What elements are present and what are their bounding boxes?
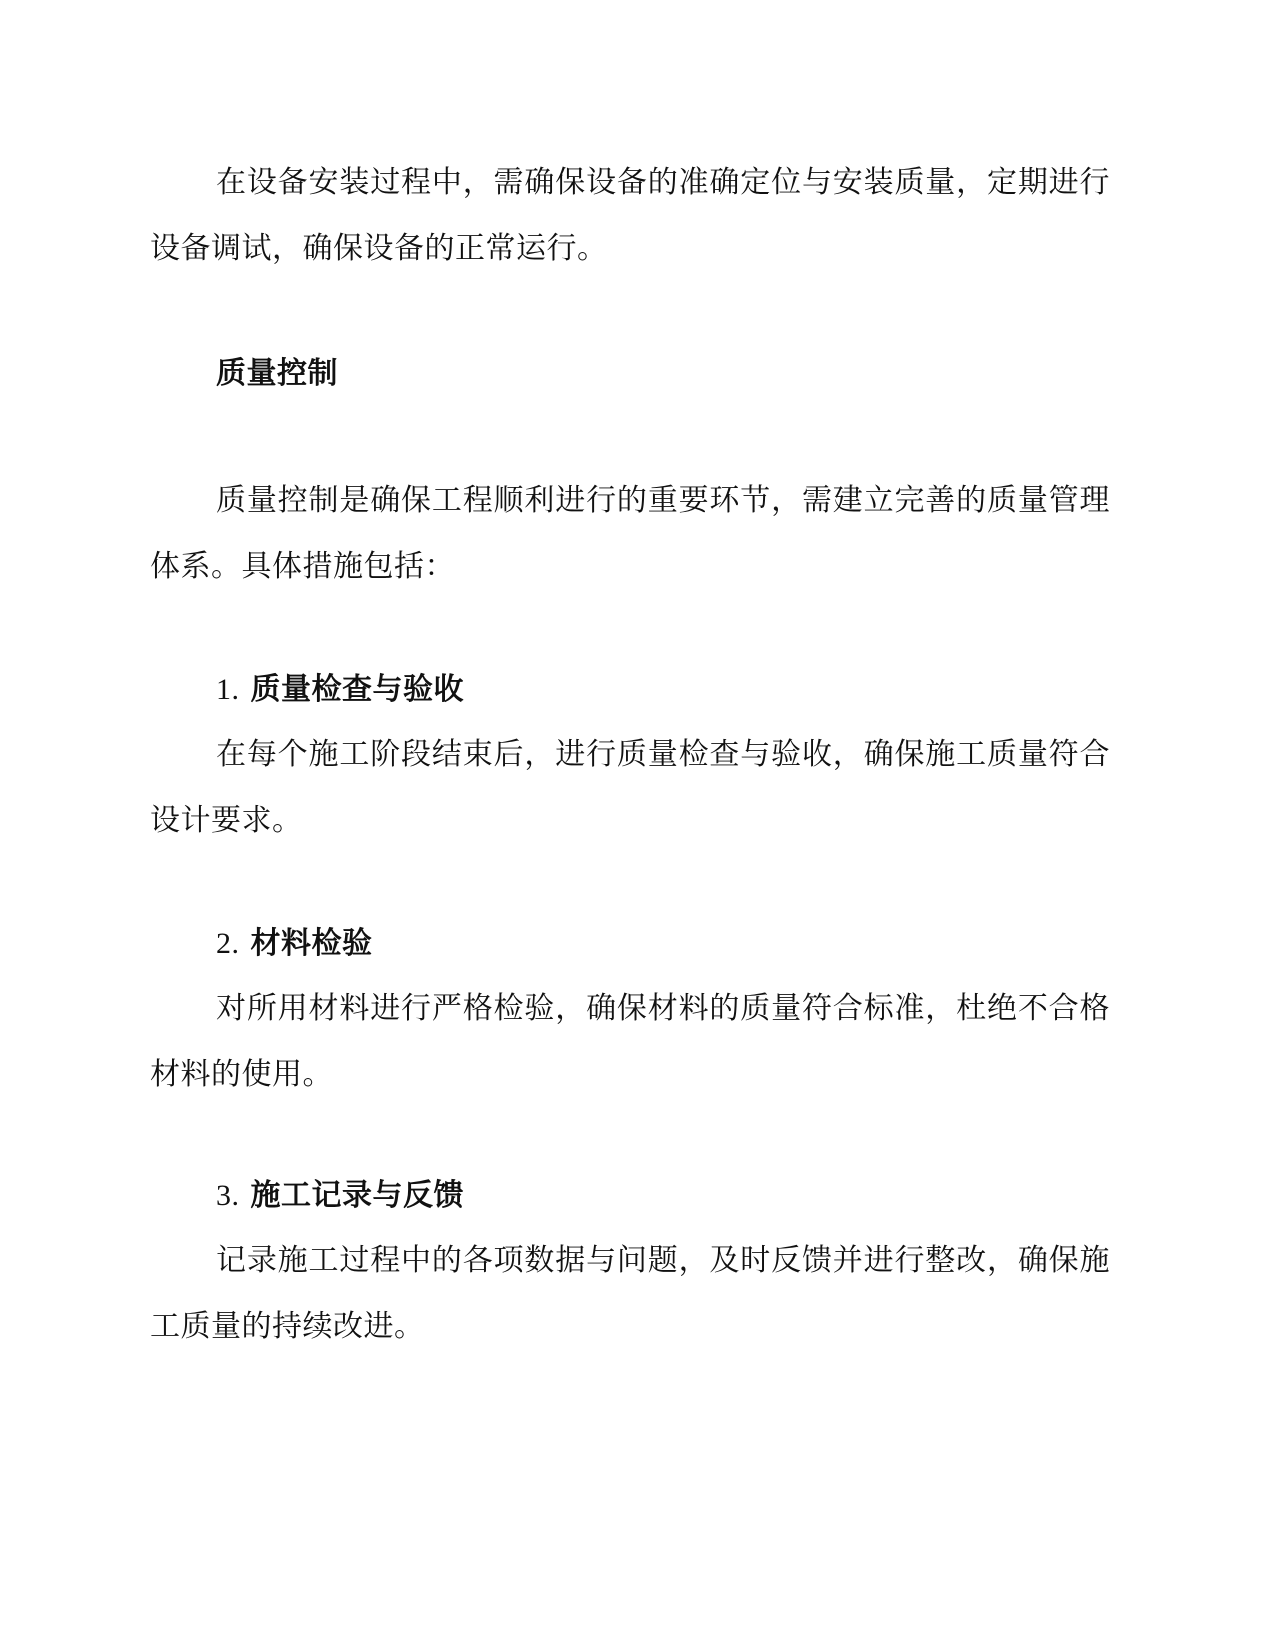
item-2-number: 2.	[216, 927, 240, 960]
item-3-body: 记录施工过程中的各项数据与问题，及时反馈并进行整改，确保施工质量的持续改进。	[150, 1243, 1110, 1344]
item-1-title-text: 质量检查与验收	[250, 672, 464, 707]
item-3-number: 3.	[216, 1179, 240, 1212]
item-2-body: 对所用材料进行严格检验，确保材料的质量符合标准，杜绝不合格材料的使用。	[150, 991, 1110, 1092]
item-1-body: 在每个施工阶段结束后，进行质量检查与验收，确保施工质量符合设计要求。	[150, 737, 1110, 838]
item-1-title	[216, 670, 464, 710]
item-3-title	[216, 1176, 464, 1216]
item-3-title-text: 施工记录与反馈	[250, 1178, 464, 1213]
item-2-title	[216, 924, 372, 964]
item-1-number: 1.	[216, 673, 240, 706]
item-2-title-text: 材料检验	[250, 926, 373, 961]
qc-intro-paragraph: 质量控制是确保工程顺利进行的重要环节，需建立完善的质量管理体系。具体措施包括：	[150, 483, 1110, 584]
section-heading: 质量控制	[216, 356, 338, 391]
intro-paragraph: 在设备安装过程中，需确保设备的准确定位与安装质量，定期进行设备调试，确保设备的正常运行。	[150, 165, 1110, 266]
